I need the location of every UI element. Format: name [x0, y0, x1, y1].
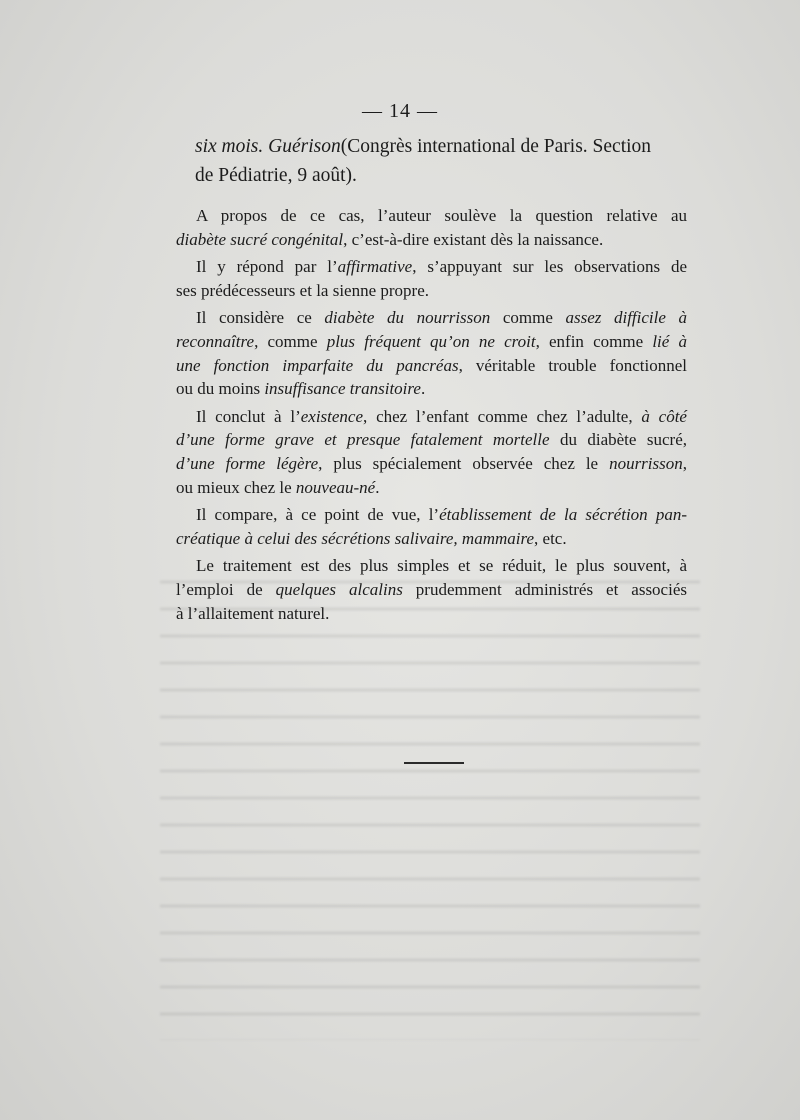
- reference-header: [195, 132, 695, 190]
- text-line: [176, 255, 687, 279]
- italic-run: établissement de la sécrétion pan-: [439, 505, 687, 525]
- text-run: à l’allaitement naturel.: [176, 603, 330, 623]
- text-run: comme: [490, 308, 566, 328]
- text-run: , etc.: [534, 528, 567, 548]
- text-run: , plus spécialement observée chez le: [318, 453, 610, 473]
- text-line: [176, 452, 687, 476]
- paragraph: [176, 405, 687, 499]
- text-run: ou du moins: [176, 379, 265, 399]
- text-line: [176, 527, 687, 551]
- text-line: [176, 554, 687, 578]
- text-line: [176, 330, 687, 354]
- closing-rule: [404, 762, 464, 764]
- italic-run: d’une forme légère: [176, 453, 319, 473]
- italic-run: plus fréquent qu’on ne croit: [326, 331, 536, 351]
- header-line-2: de Pédiatrie, 9 août).: [195, 165, 357, 186]
- text-line: [176, 228, 687, 252]
- text-line: [176, 428, 687, 452]
- text-run: , comme: [254, 331, 327, 351]
- italic-run: nourrisson: [609, 453, 683, 473]
- text-run: l’emploi de: [176, 579, 276, 599]
- paragraph: [176, 503, 687, 550]
- italic-run: d’une forme grave et presque fatalement mortelle: [176, 430, 550, 450]
- italic-run: quelques alcalins: [275, 579, 403, 599]
- text-run: Il compare, à ce point de vue, l’: [196, 505, 440, 525]
- paragraph: [176, 554, 687, 625]
- text-line: [176, 377, 687, 401]
- text-line: [176, 503, 687, 527]
- italic-run: nouveau-né: [295, 477, 376, 497]
- italic-run: lié à: [652, 331, 687, 351]
- body-text: [176, 204, 687, 625]
- italic-run: affirmative: [337, 257, 413, 277]
- text-run: Il conclut à l’: [196, 406, 301, 426]
- header-rest: (Congrès international de Paris. Section: [340, 136, 652, 157]
- italic-run: à côté: [641, 406, 687, 426]
- text-run: prudemment administrés et associés: [402, 579, 687, 599]
- text-run: , c’est-à-dire existant dès la naissance.: [343, 229, 604, 249]
- text-run: ses prédécesseurs et la sienne propre.: [176, 280, 430, 300]
- italic-run: assez difficile à: [565, 308, 687, 328]
- page-number: — 14 —: [362, 100, 438, 122]
- header-italic: six mois. Guérison: [195, 136, 341, 157]
- paragraph: [176, 255, 687, 302]
- paragraph: [176, 306, 687, 400]
- bleed-through-shadow: [160, 560, 700, 1040]
- text-run: .: [420, 379, 426, 399]
- text-line: [176, 279, 687, 303]
- text-run: , chez l’enfant comme chez l’adulte,: [363, 406, 642, 426]
- italic-run: une fonction imparfaite du pancréas: [176, 355, 459, 375]
- italic-run: reconnaître: [176, 331, 255, 351]
- text-line: [176, 306, 687, 330]
- text-line: [176, 578, 687, 602]
- header-line-1: [195, 132, 695, 161]
- text-run: Le traitement est des plus simples et se réduit, le plus souvent, à: [196, 556, 687, 576]
- text-run: , s’appuyant sur les observations de: [412, 257, 687, 277]
- text-run: A propos de ce cas, l’auteur soulève la question relative au: [196, 206, 687, 225]
- text-run: ou mieux chez le: [176, 477, 296, 497]
- paragraph: [176, 204, 687, 251]
- italic-run: diabète du nourrisson: [324, 308, 491, 328]
- text-run: , véritable trouble fonctionnel: [458, 355, 687, 375]
- text-run: Il considère ce: [196, 308, 325, 328]
- italic-run: diabète sucré congénital: [176, 229, 344, 249]
- text-line: [176, 354, 687, 378]
- italic-run: insuffisance transitoire: [264, 379, 421, 399]
- text-line: [176, 204, 687, 228]
- text-run: du diabète sucré,: [549, 430, 687, 450]
- text-line: [176, 602, 687, 626]
- text-line: [176, 476, 687, 500]
- text-run: , enfin comme: [535, 331, 653, 351]
- text-run: .: [375, 477, 380, 497]
- italic-run: existence: [300, 406, 364, 426]
- italic-run: créatique à celui des sécrétions salivaire, mammaire: [176, 528, 535, 548]
- text-run: Il y répond par l’: [196, 257, 338, 277]
- text-run: ,: [682, 453, 687, 473]
- text-line: [176, 405, 687, 429]
